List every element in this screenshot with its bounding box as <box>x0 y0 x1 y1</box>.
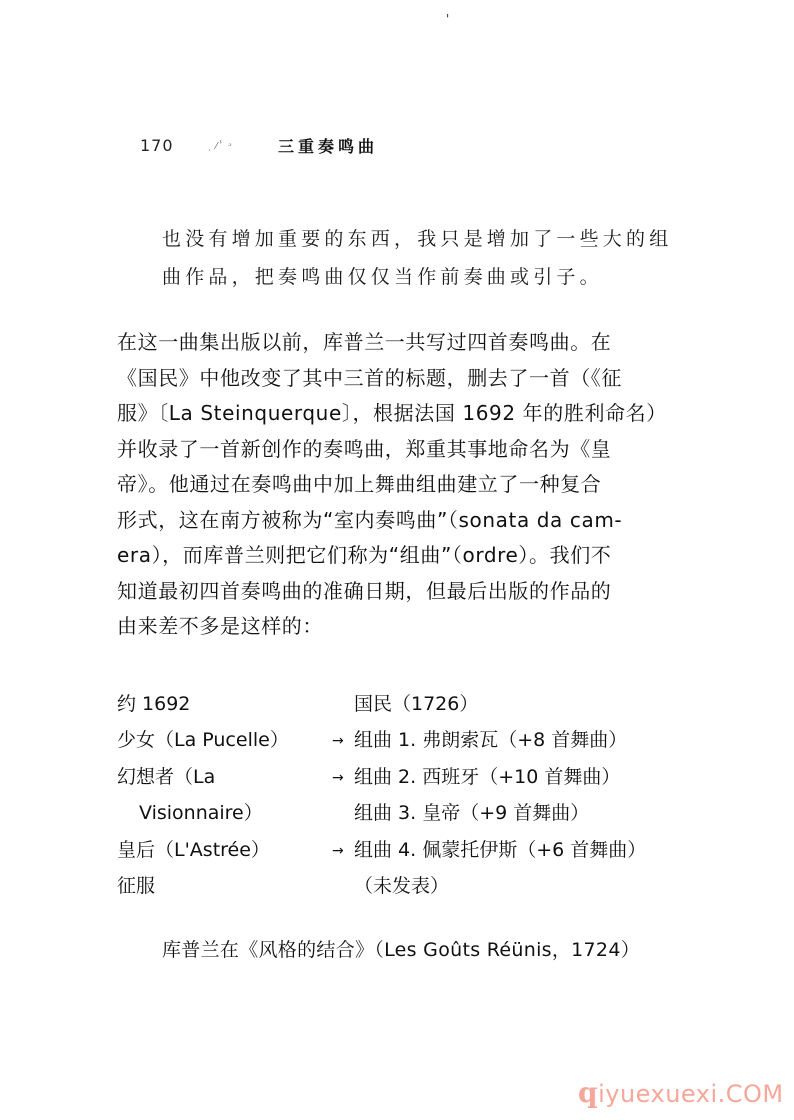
table-header-right: 国民（1726） <box>354 692 479 715</box>
table-row <box>117 794 687 831</box>
arrow-right-icon: → <box>332 733 342 750</box>
body-line: 帝》。他通过在奏鸣曲中加上舞曲组曲建立了一种复合 <box>117 472 602 496</box>
quote-line: 曲作品，把奏鸣曲仅仅当作前奏曲或引子。 <box>162 266 603 288</box>
table-row <box>117 867 687 904</box>
quote-line: 也没有增加重要的东西，我只是增加了一些大的组 <box>162 228 673 250</box>
page-tick-mark: ' <box>446 12 450 26</box>
body-line: 在这一曲集出版以前，库普兰一共写过四首奏鸣曲。在 <box>117 330 612 354</box>
watermark-q: q <box>578 1076 599 1109</box>
page-number: 170 <box>140 135 174 155</box>
block-quote <box>162 220 682 296</box>
watermark-text: iyuexuexi.COM <box>598 1080 784 1108</box>
running-title: 三重奏鸣曲 <box>278 136 379 156</box>
table-row <box>117 830 687 867</box>
table-cell-left: Visionnaire） <box>139 802 263 825</box>
body-line: 由来差不多是这样的： <box>117 614 323 638</box>
body-line: era），而库普兰则把它们称为“组曲”（ordre）。我们不 <box>117 543 612 567</box>
body-line: 并收录了一首新创作的奏鸣曲，郑重其事地命名为《皇 <box>117 436 612 461</box>
table-cell-left: 幻想者（La <box>117 765 216 788</box>
table-cell-right: 组曲 3. 皇帝（+9 首舞曲） <box>354 802 590 825</box>
table-cell-left: 少女（La Pucelle） <box>117 729 289 752</box>
table-row <box>117 721 687 758</box>
body-line: 知道最初四首奏鸣曲的准确日期，但最后出版的作品的 <box>117 578 612 603</box>
table-cell-right: 组曲 2. 西班牙（+10 首舞曲） <box>354 765 621 788</box>
table-cell-left: 皇后（L'Astrée） <box>117 838 270 861</box>
table-cell-right: 组曲 1. 弗朗索瓦（+8 首舞曲） <box>354 729 628 752</box>
body-line: 形式，这在南方被称为“室内奏鸣曲”（sonata da cam- <box>117 507 623 532</box>
body-paragraph <box>117 325 682 645</box>
body-line: 《国民》中他改变了其中三首的标题，删去了一首（《征 <box>117 365 622 390</box>
figure-caption: 库普兰在《风格的结合》（Les Goûts Réünis，1724） <box>162 939 641 961</box>
table-header-left: 约 1692 <box>117 692 191 715</box>
arrow-right-icon: → <box>332 769 342 786</box>
watermark-logo <box>578 1076 784 1109</box>
table-cell-right: （未发表） <box>354 875 450 898</box>
body-line: 服》〔La Steinquerque〕，根据法国 1692 年的胜利命名） <box>117 401 667 425</box>
table-row <box>117 757 687 794</box>
arrow-right-icon: → <box>332 842 342 859</box>
sonata-mapping-table <box>117 684 687 903</box>
page-header <box>140 133 378 157</box>
table-cell-right: 组曲 4. 佩蒙托伊斯（+6 首舞曲） <box>354 838 647 861</box>
table-cell-left: 征服 <box>117 875 156 898</box>
table-header-row <box>117 684 687 721</box>
ornament-icon: ⸒ ⁄ⸯ ᵓ <box>208 141 233 152</box>
